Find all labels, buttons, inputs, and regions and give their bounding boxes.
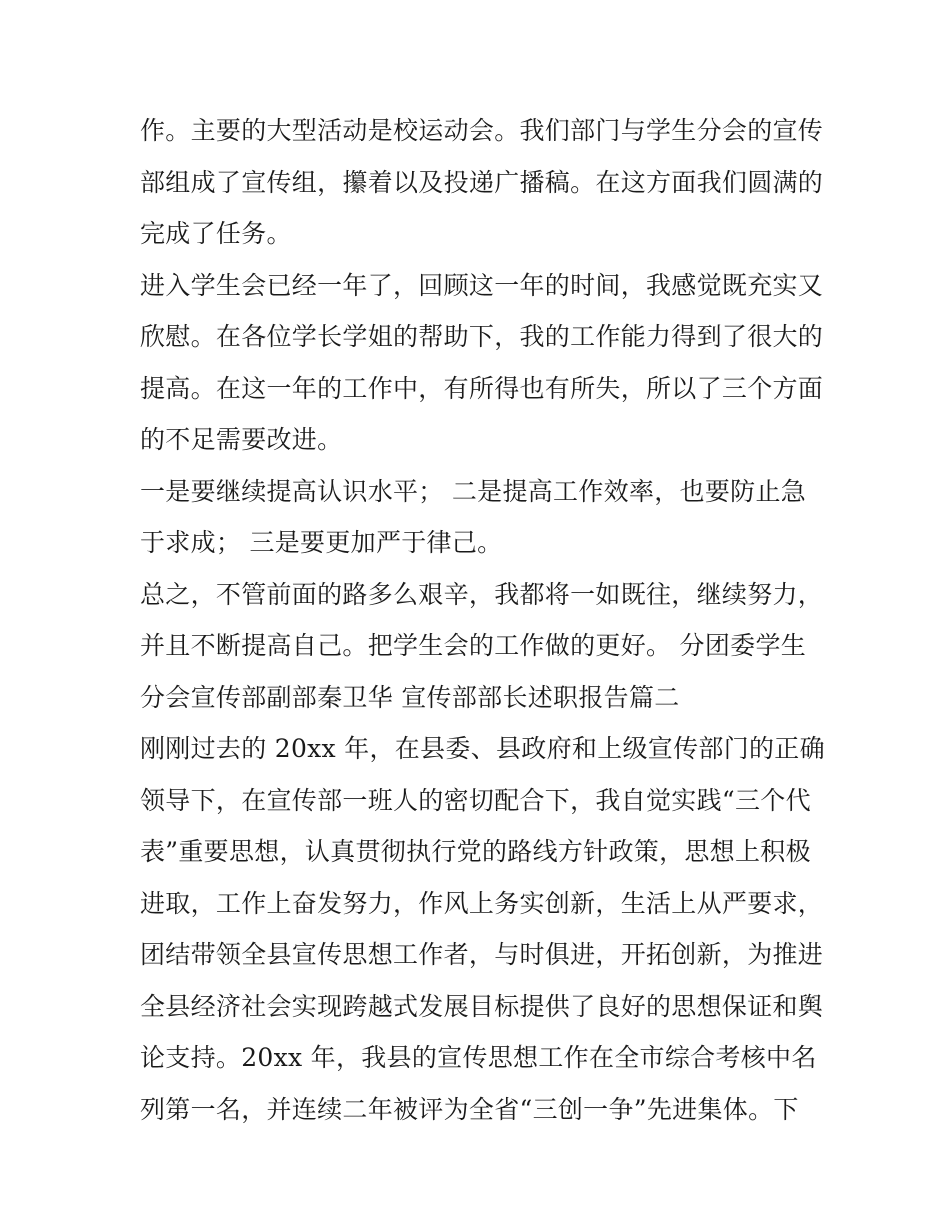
text-line: 提高。在这一年的工作中，有所得也有所失，所以了三个方面 xyxy=(140,373,824,403)
text-line: 刚刚过去的 20xx 年，在县委、县政府和上级宣传部门的正确 xyxy=(140,734,825,763)
text-line: 进取，工作上奋发努力，作风上务实创新，生活上从严要求， xyxy=(140,888,824,918)
text-line: 领导下，在宣传部一班人的密切配合下，我自觉实践“三个代 xyxy=(140,785,811,815)
text-line: 表”重要思想，认真贯彻执行党的路线方针政策，思想上积极 xyxy=(140,837,811,866)
text-line: 进入学生会已经一年了，回顾这一年的时间，我感觉既充实又 xyxy=(140,270,824,300)
text-line: 于求成； 三是要更加严于律己。 xyxy=(140,528,503,557)
text-line: 论支持。20xx 年，我县的宣传思想工作在全市综合考核中名 xyxy=(140,1043,817,1072)
text-line: 团结带领全县宣传思想工作者，与时俱进，开拓创新，为推进 xyxy=(140,940,824,969)
text-line: 分会宣传部副部秦卫华 宣传部部长述职报告篇二 xyxy=(140,682,680,712)
text-line: 完成了任务。 xyxy=(140,219,292,248)
text-line: 的不足需要改进。 xyxy=(140,425,343,454)
text-line: 作。主要的大型活动是校运动会。我们部门与学生分会的宣传 xyxy=(140,116,824,145)
text-line: 全县经济社会实现跨越式发展目标提供了良好的思想保证和舆 xyxy=(140,991,824,1021)
document-body xyxy=(140,105,825,1135)
text-line: 总之，不管前面的路多么艰辛，我都将一如既往，继续努力， xyxy=(140,579,824,609)
text-line: 列第一名，并连续二年被评为全省“三创一争”先进集体。下 xyxy=(140,1094,799,1124)
text-line: 部组成了宣传组，攥着以及投递广播稿。在这方面我们圆满的 xyxy=(140,167,824,197)
text-line: 欣慰。在各位学长学姐的帮助下，我的工作能力得到了很大的 xyxy=(140,322,824,351)
text-line: 并且不断提高自己。把学生会的工作做的更好。 分团委学生 xyxy=(140,631,807,660)
text-line: 一是要继续提高认识水平； 二是提高工作效率，也要防止急 xyxy=(140,476,807,506)
